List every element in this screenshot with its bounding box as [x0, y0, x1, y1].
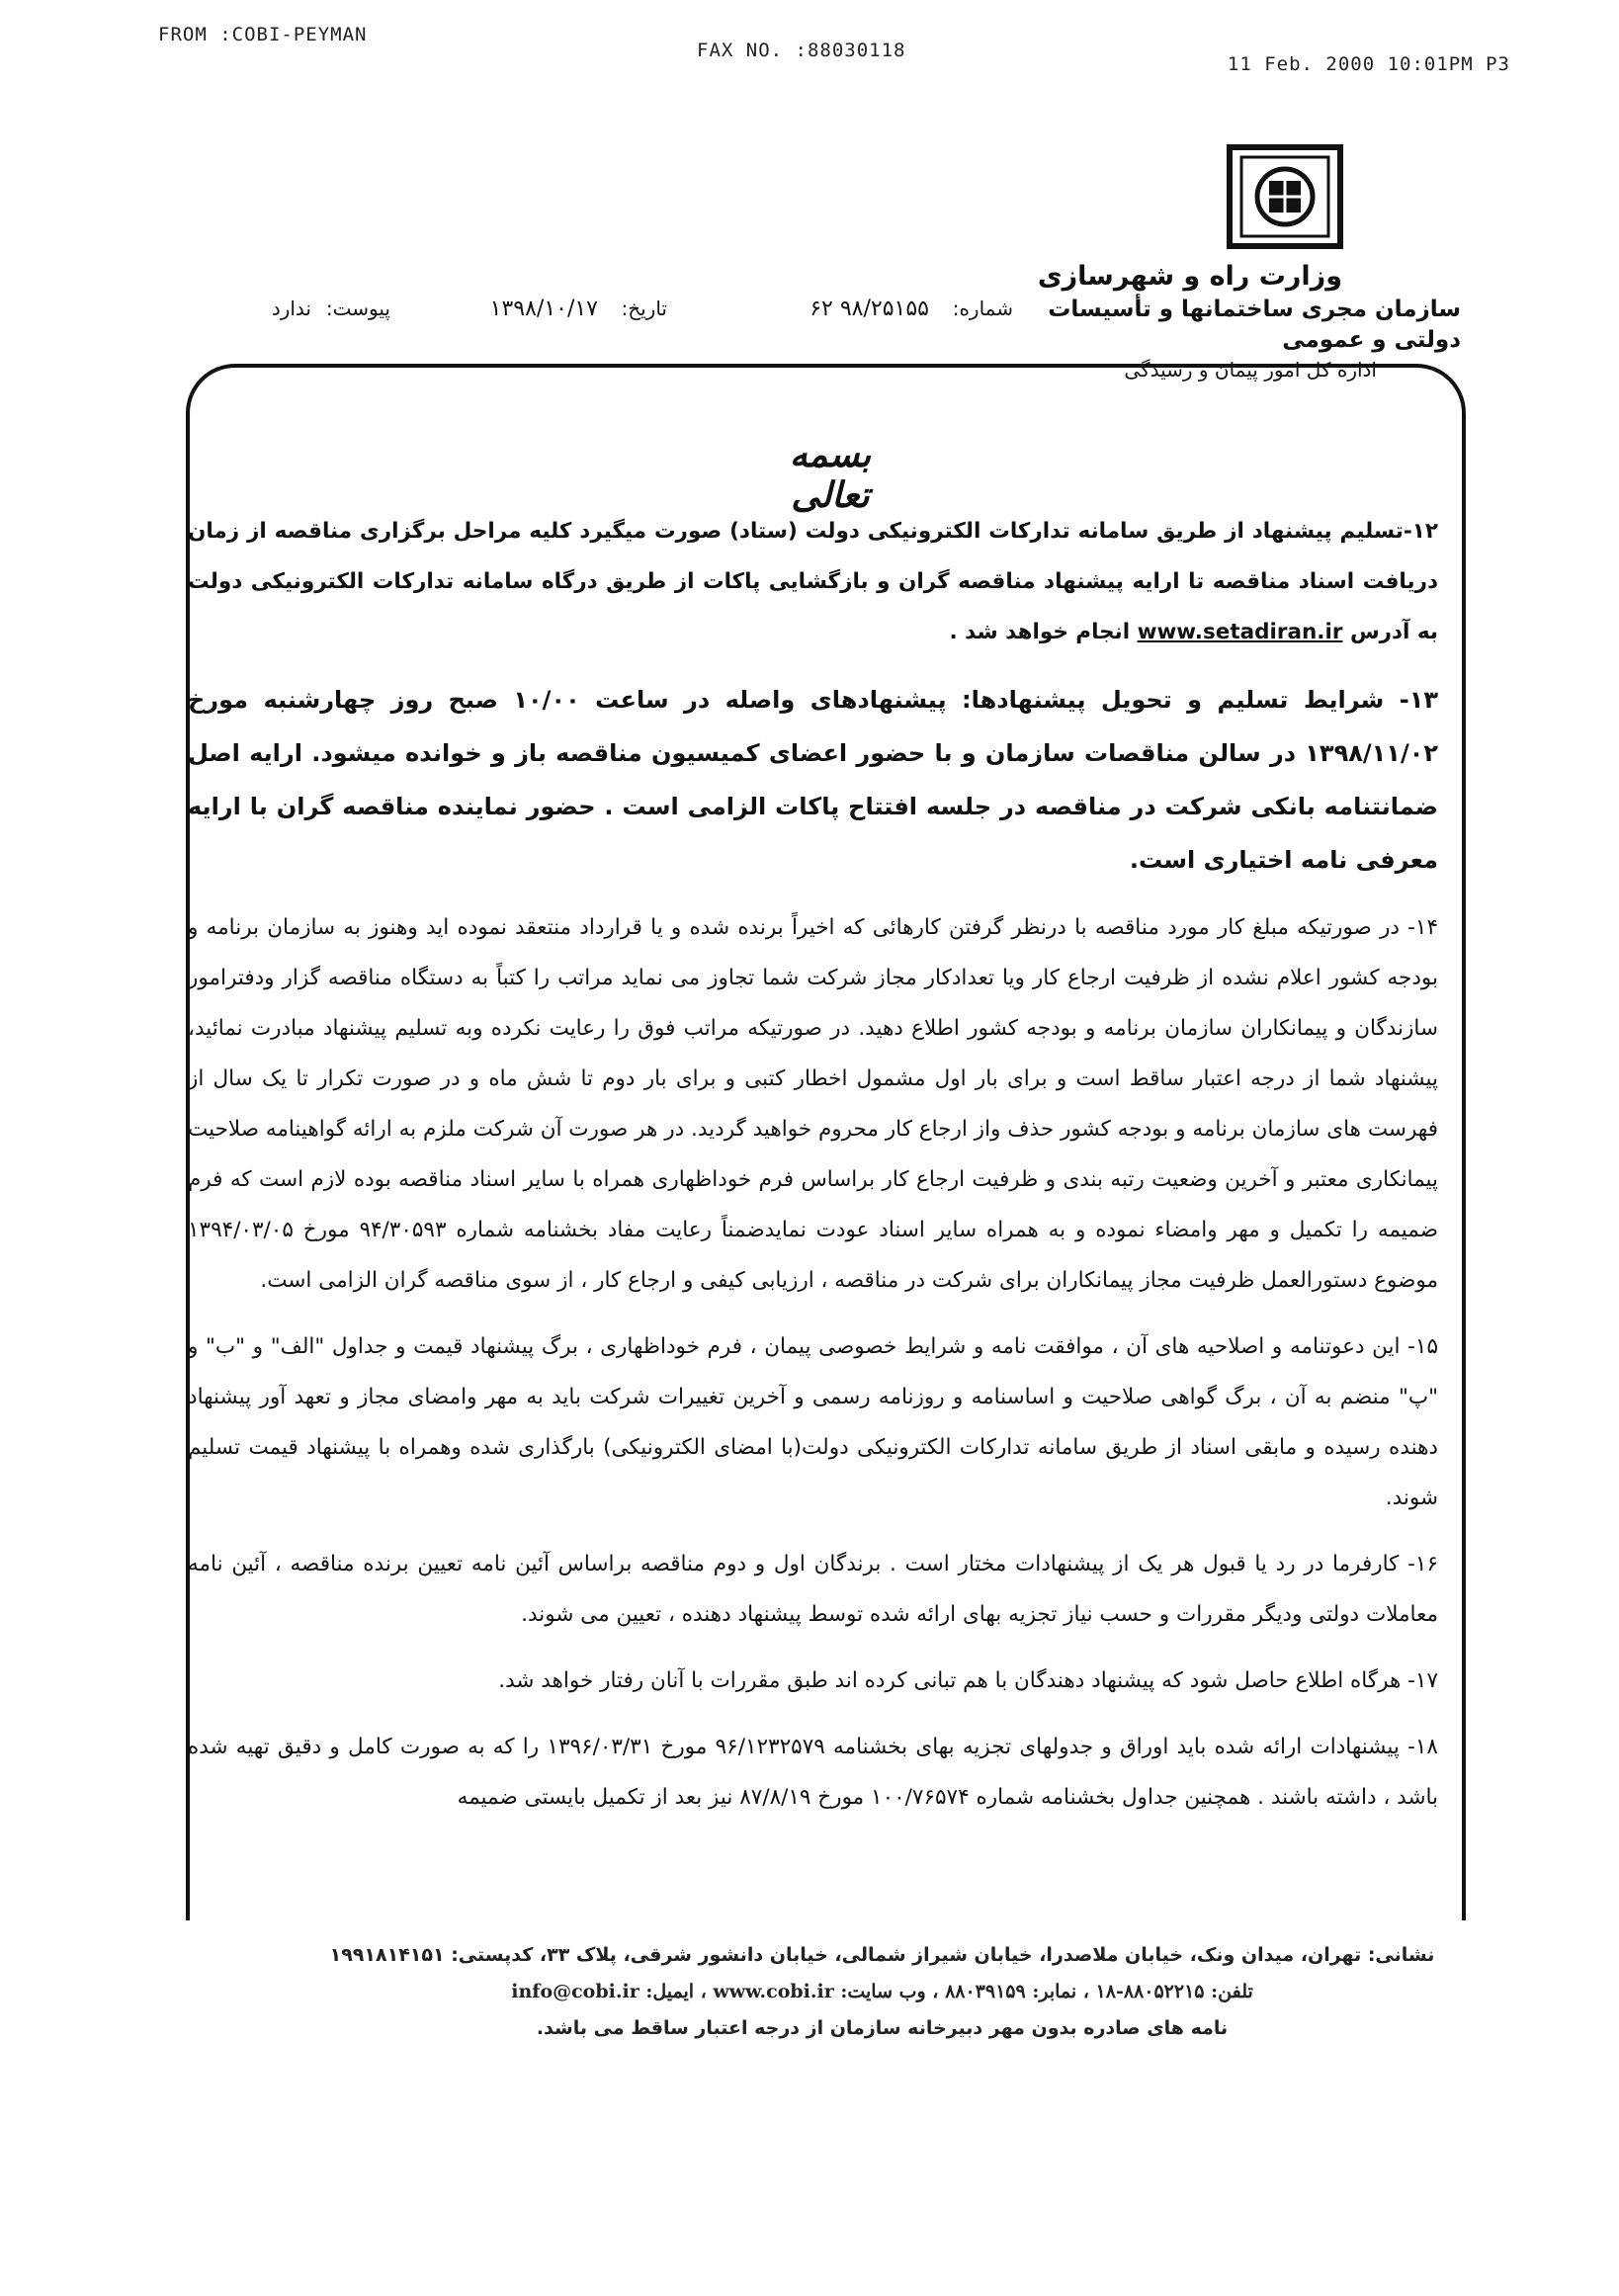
clause-17: ۱۷- هرگاه اطلاع حاصل شود که پیشنهاد دهندگان با هم تبانی کرده اند طبق مقررات با آنان رفتار خواهد شد. — [498, 1668, 1438, 1693]
letter-meta — [222, 297, 1013, 336]
footer-address: نشانی: تهران، میدان ونک، خیابان ملاصدرا، خیابان شیراز شمالی، خیابان دانشور شرقی، پلاک ۳۳، کدپستی: ۱۹۹۱۸۱۴۱۵۱ — [329, 1944, 1435, 1966]
fax-number-header: FAX NO. :88030118 — [697, 40, 906, 61]
letter-number: ۹۸/۲۵۱۵۵ ۶۲ — [810, 297, 929, 321]
footer-note: نامه های صادره بدون مهر دبیرخانه سازمان از درجه اعتبار ساقط می باشد. — [536, 2017, 1229, 2039]
footer-contact: تلفن: ۸۸۰۵۲۲۱۵-۱۸ ، نمابر: ۸۸۰۳۹۱۵۹ ، وب سایت: www.cobi.ir ، ایمیل: info@cobi.ir — [511, 1981, 1253, 2002]
clause-12-text: ۱۲-تسلیم پیشنهاد از طریق سامانه تدارکات الکترونیکی دولت (ستاد) صورت میگیرد کلیه مراحل برگزاری مناقصه از زمان دریافت اسناد مناقصه تا ارایه پیشنهاد مناقصه گران و بازگشایی پاکات از طریق درگاه سامانه تدارکات الکترونیکی دولت به آدرس — [188, 519, 1438, 644]
fax-date-header: 11 Feb. 2000 10:01PM P3 — [1227, 53, 1510, 75]
clause-12 — [188, 506, 1438, 657]
basmala-heading: بسمه تعالی — [789, 435, 872, 516]
department-name: اداره کل امور پیمان و رسیدگی — [1124, 357, 1377, 382]
ministry-emblem-icon — [1226, 143, 1344, 250]
clause-13: ۱۳- شرایط تسلیم و تحویل پیشنهادها: پیشنهادهای واصله در ساعت ۱۰/۰۰ صبح روز چهارشنبه مورخ ۱۳۹۸/۱۱/۰۲ در سالن مناقصات سازمان و با حضور اعضای کمیسیون مناقصه باز و خوانده میشود. ارایه اصل ضمانتنامه بانکی شرکت در مناقصه در جلسه افتتاح پاکات الزامی است . حضور نماینده مناقصه گران با ارایه معرفی نامه اختیاری است. — [188, 686, 1438, 874]
letter-body — [188, 506, 1438, 1838]
fax-from-header: FROM :COBI-PEYMAN — [158, 24, 368, 45]
clause-18: ۱۸- پیشنهادات ارائه شده باید اوراق و جدولهای تجزیه بهای بخشنامه ۹۶/۱۲۳۲۵۷۹ مورخ ۱۳۹۶/۰۳/۳۱ را که به صورت کامل و دقیق تهیه شده باشد ، داشته باشند . همچنین جداول بخشنامه شماره ۱۰۰/۷۶۵۷۴ مورخ ۸۷/۸/۱۹ نیز بعد از تکمیل بایستی ضمیمه — [188, 1735, 1438, 1810]
letter-date: ۱۳۹۸/۱۰/۱۷ — [489, 297, 598, 321]
setadiran-link[interactable]: www.setadiran.ir — [1137, 620, 1343, 644]
clause-12-after: انجام خواهد شد . — [949, 620, 1131, 644]
organization-name: سازمان مجری ساختمانها و تأسیسات دولتی و عمومی — [1048, 297, 1461, 354]
date-label: تاریخ: — [621, 297, 667, 320]
ministry-name: وزارت راه و شهرسازی — [1037, 261, 1342, 292]
attachment-value: ندارد — [271, 297, 311, 320]
clause-14: ۱۴- در صورتیکه مبلغ کار مورد مناقصه با درنظر گرفتن کارهائی که اخیراً برنده شده و یا قرارداد منتعقد نموده اید وهنوز به سازمان برنامه و بودجه کشور اعلام نشده از ظرفیت ارجاع کار ویا تعدادکار مجاز شرکت شما تجاوز می نماید مراتب را کتباً به دستگاه مناقصه گزار ودفترامور سازندگان و پیمانکاران سازمان برنامه و بودجه کشور اطلاع دهید. در صورتیکه مراتب فوق را رعایت نکرده وبه تسلیم پیشنهاد مبادرت نمائید، پیشنهاد شما از درجه اعتبار ساقط است و برای بار اول مشمول اخطار کتبی و برای بار دوم تا شش ماه و در صورت تکرار تا یک سال از فهرست های سازمان برنامه و بودجه کشور حذف واز ارجاع کار محروم خواهید گردید. در هر صورت آن شرکت ملزم به ارائه گواهینامه صلاحیت پیمانکاری معتبر و آخرین وضعیت رتبه بندی و ظرفیت ارجاع کار براساس فرم خوداظهاری همراه با سایر اسناد مناقصه بوده لازم است که فرم ضمیمه را تکمیل و مهر وامضاء نموده و به همراه سایر اسناد عودت نمایدضمناً رعایت مفاد بخشنامه شماره ۹۴/۳۰۵۹۳ مورخ ۱۳۹۴/۰۳/۰۵ موضوع دستورالعمل ظرفیت مجاز پیمانکاران برای شرکت در مناقصه ، ارزیابی کیفی و ارجاع کار ، از سوی مناقصه گران الزامی است. — [188, 915, 1438, 1293]
number-label: شماره: — [952, 297, 1013, 320]
clause-15: ۱۵- این دعوتنامه و اصلاحیه های آن ، موافقت نامه و شرایط خصوصی پیمان ، فرم خوداظهاری ، برگ پیشنهاد قیمت و جداول "الف" و "ب" و "پ" منضم به آن ، برگ گواهی صلاحیت و اساسنامه و روزنامه رسمی و آخرین تغییرات شرکت باید به مهر وامضای مجاز و تعهد آور پیشنهاد دهنده رسیده و مابقی اسناد از طریق سامانه تدارکات الکترونیکی دولت(با امضای الکترونیکی) بارگذاری شده وهمراه با پیشنهاد قیمت تسلیم شوند. — [188, 1334, 1438, 1510]
clause-16: ۱۶- کارفرما در رد یا قبول هر یک از پیشنهادات مختار است . برندگان اول و دوم مناقصه براساس آئین نامه تعیین برنده مناقصه ، آئین نامه معاملات دولتی ودیگر مقررات و حسب نیاز تجزیه بهای ارائه شده توسط پیشنهاد دهنده ، تعیین می شوند. — [188, 1552, 1438, 1627]
attachment-label: پیوست: — [325, 297, 390, 320]
letter-footer — [297, 1937, 1468, 2047]
